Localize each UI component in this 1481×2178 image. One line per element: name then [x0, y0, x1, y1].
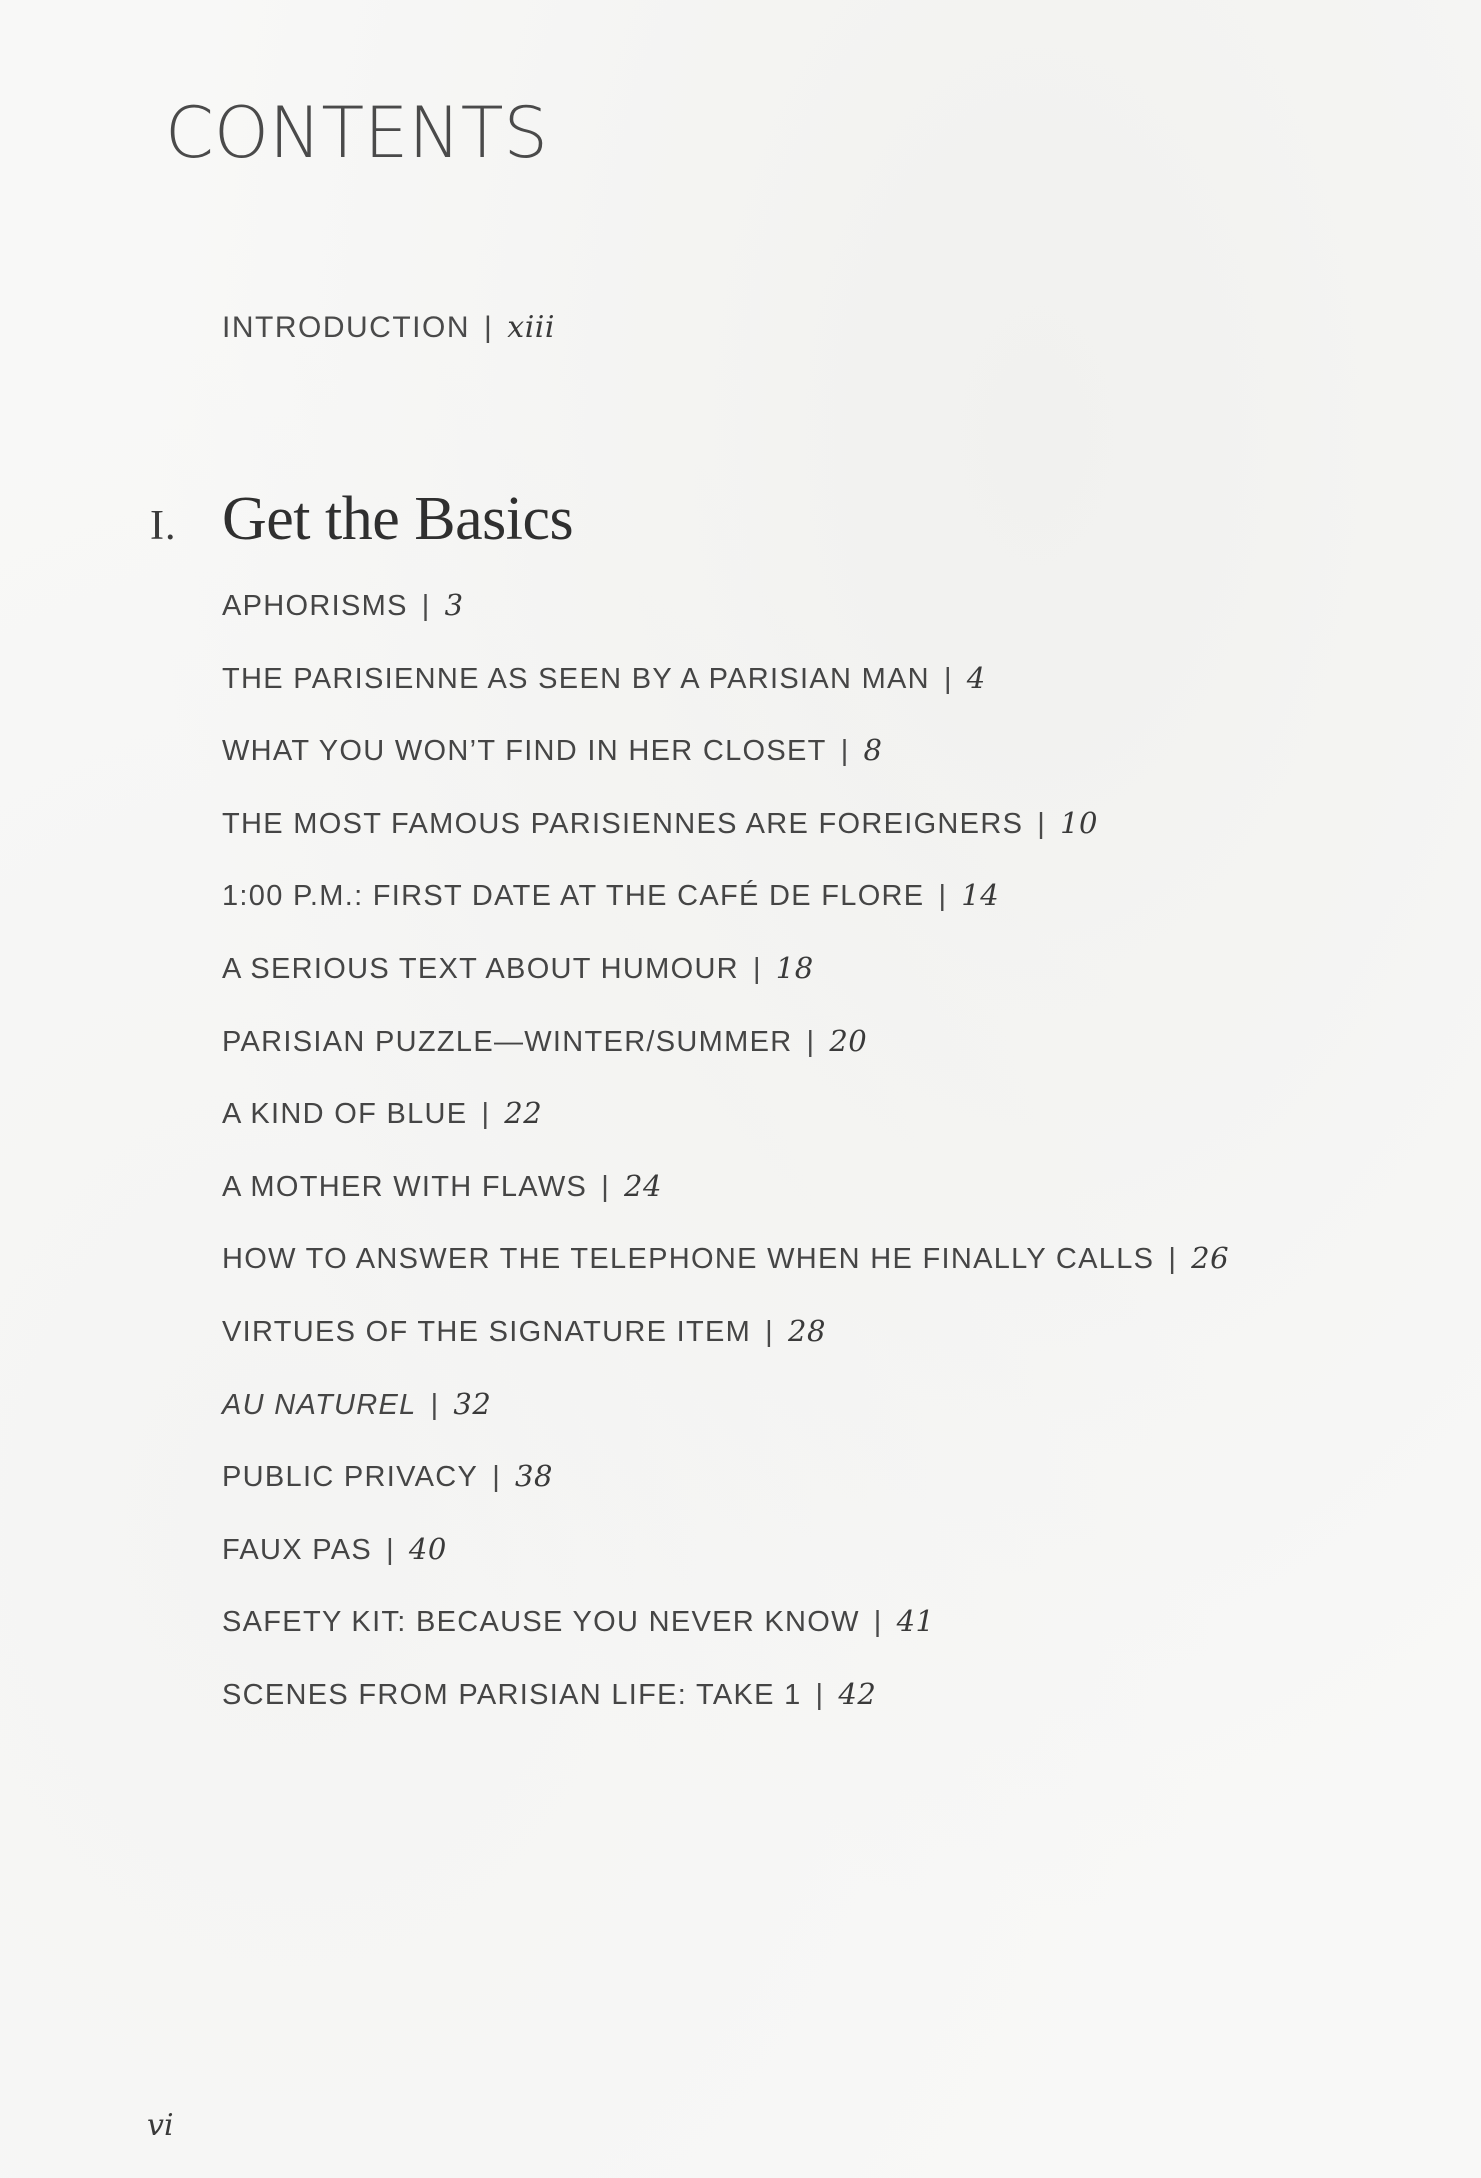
entry-page-number: 18	[775, 950, 814, 985]
entry-page-number: 38	[515, 1459, 553, 1494]
entry-label: INTRODUCTION	[222, 311, 470, 344]
page-separator: |	[938, 880, 948, 913]
page-separator: |	[481, 1098, 491, 1131]
section-number: I.	[150, 503, 177, 549]
page-separator: |	[765, 1315, 774, 1348]
entry-page-number: 42	[838, 1676, 877, 1711]
toc-entry	[222, 1456, 1229, 1529]
page-separator: |	[601, 1170, 611, 1203]
toc-entry	[222, 948, 1229, 1021]
page-title: CONTENTS	[165, 92, 548, 174]
toc-entry	[222, 730, 1229, 803]
entry-label: A KIND OF BLUE	[222, 1098, 468, 1131]
page-separator: |	[943, 662, 953, 695]
entry-page-number: 40	[408, 1531, 447, 1566]
page-separator: |	[840, 735, 850, 768]
entry-page-number: xiii	[507, 310, 555, 345]
section-heading	[150, 485, 574, 553]
toc-entry	[222, 1166, 1229, 1239]
page-separator: |	[492, 1461, 502, 1494]
page-separator: |	[806, 1025, 816, 1058]
section-title: Get the Basics	[222, 485, 574, 553]
entry-page-number: 14	[961, 878, 1000, 913]
page-separator: |	[815, 1678, 825, 1711]
toc-entry-introduction	[222, 310, 555, 345]
entry-label: PARISIAN PUZZLE—WINTER/SUMMER	[222, 1025, 793, 1058]
entry-page-number: 22	[504, 1096, 543, 1131]
entry-page-number: 8	[863, 733, 883, 768]
entry-label: PUBLIC PRIVACY	[222, 1461, 479, 1494]
toc-entry	[222, 1093, 1229, 1166]
page-separator: |	[430, 1388, 440, 1421]
entry-label: FAUX PAS	[222, 1533, 373, 1566]
entry-label: A MOTHER WITH FLAWS	[222, 1170, 588, 1203]
entry-label: THE MOST FAMOUS PARISIENNES ARE FOREIGNERS	[222, 807, 1024, 840]
entry-label: HOW TO ANSWER THE TELEPHONE WHEN HE FINALLY CALLS	[222, 1243, 1155, 1276]
entry-label: SCENES FROM PARISIAN LIFE: TAKE 1	[222, 1678, 802, 1711]
entry-label: VIRTUES OF THE SIGNATURE ITEM	[222, 1315, 752, 1348]
toc-entry	[222, 1529, 1229, 1602]
page-separator: |	[386, 1533, 395, 1566]
entry-label: AU NATUREL	[222, 1388, 417, 1421]
entry-page-number: 41	[896, 1604, 935, 1639]
toc-entry	[222, 803, 1229, 876]
toc-entry	[222, 1021, 1229, 1094]
entry-label: WHAT YOU WON’T FIND IN HER CLOSET	[222, 735, 827, 768]
toc-entry	[222, 1311, 1229, 1384]
toc-list	[222, 585, 1229, 1747]
entry-page-number: 4	[966, 660, 986, 695]
page-separator: |	[421, 590, 431, 622]
page-separator: |	[1037, 807, 1047, 840]
entry-label: SAFETY KIT: BECAUSE YOU NEVER KNOW	[222, 1606, 860, 1639]
page-separator: |	[873, 1606, 883, 1639]
page-separator: |	[483, 311, 494, 344]
toc-entry	[222, 1674, 1229, 1747]
entry-page-number: 28	[788, 1313, 826, 1348]
entry-page-number: 24	[624, 1168, 662, 1203]
entry-label: APHORISMS	[222, 590, 408, 622]
toc-entry	[222, 658, 1229, 731]
entry-label: THE PARISIENNE AS SEEN BY A PARISIAN MAN	[222, 662, 930, 695]
entry-page-number: 20	[829, 1023, 868, 1058]
entry-page-number: 26	[1191, 1241, 1230, 1276]
page-folio: vi	[147, 2108, 174, 2143]
entry-label: A SERIOUS TEXT ABOUT HUMOUR	[222, 952, 739, 985]
page-separator: |	[1168, 1243, 1178, 1276]
toc-entry	[222, 1601, 1229, 1674]
page-separator: |	[752, 952, 762, 985]
entry-page-number: 32	[453, 1386, 492, 1421]
toc-entry	[222, 875, 1229, 948]
toc-entry	[222, 1238, 1229, 1311]
toc-entry	[222, 1384, 1229, 1457]
toc-entry	[222, 585, 1229, 658]
entry-label: 1:00 P.M.: FIRST DATE AT THE CAFÉ DE FLORE	[222, 880, 925, 913]
entry-page-number: 10	[1060, 805, 1098, 840]
entry-page-number: 3	[444, 588, 464, 622]
